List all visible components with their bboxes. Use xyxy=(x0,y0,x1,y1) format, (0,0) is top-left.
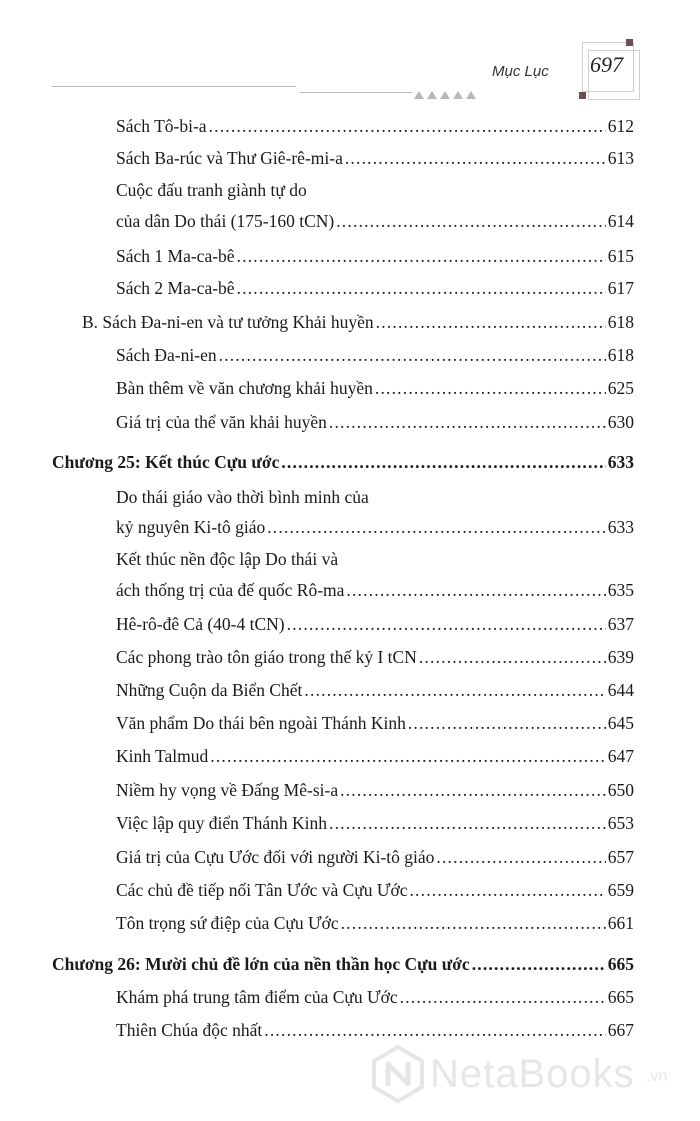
watermark-brand: NetaBooks xyxy=(430,1052,635,1096)
toc-section[interactable] xyxy=(82,311,634,333)
toc-entry-label: Kinh Talmud xyxy=(116,746,209,766)
toc-leader-dots xyxy=(210,745,605,767)
toc-page-number: 617 xyxy=(607,278,634,298)
toc-page-number: 615 xyxy=(607,246,634,266)
toc-entry-label: kỷ nguyên Ki-tô giáo xyxy=(116,517,266,537)
toc-leader-dots xyxy=(237,277,606,299)
toc-entry[interactable] xyxy=(116,879,634,901)
toc-page-number: 657 xyxy=(607,847,634,867)
toc-entry[interactable] xyxy=(116,344,634,366)
toc-entry-label: Giá trị của thể văn khải huyền xyxy=(116,412,327,432)
toc-leader-dots xyxy=(329,812,606,834)
toc-page-number: 625 xyxy=(607,378,634,398)
toc-entry[interactable] xyxy=(116,516,634,538)
toc-entry-label: Những Cuộn da Biển Chết xyxy=(116,680,303,700)
toc-page-number: 653 xyxy=(607,813,634,833)
section-name: Mục Lục xyxy=(492,63,549,80)
toc-leader-dots xyxy=(419,646,606,668)
toc-page-number: 650 xyxy=(607,780,634,800)
toc-leader-dots xyxy=(336,210,606,232)
toc-page-number: 645 xyxy=(607,713,634,733)
toc-leader-dots xyxy=(304,679,605,701)
toc-entry[interactable] xyxy=(116,277,634,299)
toc-entry[interactable] xyxy=(116,679,634,701)
watermark xyxy=(368,1044,688,1104)
toc-page-number: 614 xyxy=(607,211,634,231)
toc-entry[interactable] xyxy=(116,646,634,668)
toc-leader-dots xyxy=(287,613,606,635)
toc-page-number: 635 xyxy=(607,580,634,600)
toc-leader-dots xyxy=(281,451,605,473)
toc-leader-dots xyxy=(376,311,606,333)
toc-page-number: 613 xyxy=(607,148,634,168)
toc-entry-label: Sách Ba-rúc và Thư Giê-rê-mi-a xyxy=(116,148,343,168)
toc-entry[interactable] xyxy=(116,846,634,868)
toc-entry-label: Chương 26: Mười chủ đề lớn của nền thần học Cựu ước xyxy=(52,954,470,974)
toc-entry-label: Sách 2 Ma-ca-bê xyxy=(116,278,235,298)
toc-page-number: 647 xyxy=(607,746,634,766)
toc-entry-label: Khám phá trung tâm điểm của Cựu Ước xyxy=(116,987,398,1007)
toc-entry[interactable] xyxy=(116,245,634,267)
toc-entry-label: Hê-rô-đê Cả (40-4 tCN) xyxy=(116,614,285,634)
toc-entry[interactable] xyxy=(116,613,634,635)
toc-page-number: 644 xyxy=(607,680,634,700)
toc-entry[interactable] xyxy=(116,912,634,934)
toc-leader-dots xyxy=(340,779,606,801)
netabooks-logo-icon xyxy=(368,1044,428,1104)
toc-entry-label: Bàn thêm về văn chương khải huyền xyxy=(116,378,373,398)
toc-entry-label: Sách Đa-ni-en xyxy=(116,345,217,365)
toc-leader-dots xyxy=(345,147,606,169)
toc-entry[interactable] xyxy=(116,779,634,801)
toc-leader-dots xyxy=(346,579,605,601)
toc-entry-label: Thiên Chúa độc nhất xyxy=(116,1020,263,1040)
toc-page-number: 665 xyxy=(607,954,634,974)
toc-entry-line1: Cuộc đấu tranh giành tự do xyxy=(116,180,307,200)
toc-page-number: 630 xyxy=(607,412,634,432)
toc-entry-line1: Kết thúc nền độc lập Do thái và xyxy=(116,549,339,569)
toc-chapter[interactable] xyxy=(52,451,634,473)
toc-entry-label: Niềm hy vọng về Đấng Mê-si-a xyxy=(116,780,339,800)
toc-entry-label: Việc lập quy điển Thánh Kinh xyxy=(116,813,328,833)
toc-page-number: 637 xyxy=(607,614,634,634)
toc-entry[interactable] xyxy=(116,986,634,1008)
toc-entry-label: Các phong trào tôn giáo trong thế kỷ I tCN xyxy=(116,647,417,667)
toc-entry-line1: Do thái giáo vào thời bình minh của xyxy=(116,487,369,507)
toc-leader-dots xyxy=(237,245,606,267)
toc-entry-label: ách thống trị của đế quốc Rô-ma xyxy=(116,580,345,600)
toc-entry-label: Tôn trọng sứ điệp của Cựu Ước xyxy=(116,913,339,933)
toc-leader-dots xyxy=(264,1019,605,1041)
toc-entry[interactable] xyxy=(116,210,634,232)
toc-leader-dots xyxy=(472,953,606,975)
toc-entry-label: Chương 25: Kết thúc Cựu ước xyxy=(52,452,280,472)
toc-page-number: 618 xyxy=(607,312,634,332)
toc-entry[interactable] xyxy=(116,1019,634,1041)
toc-leader-dots xyxy=(375,377,606,399)
toc-page-number: 665 xyxy=(607,987,634,1007)
toc-page-number: 612 xyxy=(607,116,634,136)
toc-page-number: 661 xyxy=(607,913,634,933)
toc-leader-dots xyxy=(341,912,606,934)
toc-entry-label: Giá trị của Cựu Ước đối với người Ki-tô giáo xyxy=(116,847,435,867)
toc-entry[interactable] xyxy=(116,147,634,169)
toc-leader-dots xyxy=(267,516,606,538)
toc-leader-dots xyxy=(209,115,606,137)
toc-entry-label: Sách 1 Ma-ca-bê xyxy=(116,246,235,266)
toc-leader-dots xyxy=(329,411,606,433)
toc-page-number: 639 xyxy=(607,647,634,667)
toc-entry[interactable] xyxy=(116,411,634,433)
toc-leader-dots xyxy=(219,344,606,366)
page-number: 697 xyxy=(590,52,623,77)
toc-entry-label: Văn phẩm Do thái bên ngoài Thánh Kinh xyxy=(116,713,406,733)
toc-leader-dots xyxy=(408,712,606,734)
toc-leader-dots xyxy=(409,879,605,901)
toc-entry[interactable] xyxy=(116,115,634,137)
toc-page-number: 633 xyxy=(607,452,634,472)
toc-entry-label: Các chủ đề tiếp nối Tân Ước và Cựu Ước xyxy=(116,880,408,900)
toc-entry-label: của dân Do thái (175-160 tCN) xyxy=(116,211,335,231)
watermark-suffix: .vn xyxy=(646,1068,668,1085)
toc-page-number: 618 xyxy=(607,345,634,365)
toc-chapter[interactable] xyxy=(52,953,634,975)
toc-entry-label: B. Sách Đa-ni-en và tư tưởng Khải huyền xyxy=(82,312,374,332)
toc-entry[interactable] xyxy=(116,712,634,734)
toc-leader-dots xyxy=(400,986,606,1008)
toc-entry[interactable] xyxy=(116,579,634,601)
toc-page-number: 659 xyxy=(607,880,634,900)
toc-page-number: 633 xyxy=(607,517,634,537)
toc-leader-dots xyxy=(436,846,605,868)
toc-entry[interactable] xyxy=(116,377,634,399)
toc-entry[interactable] xyxy=(116,812,634,834)
toc-entry[interactable] xyxy=(116,745,634,767)
toc-entry-label: Sách Tô-bi-a xyxy=(116,116,207,136)
toc-page-number: 667 xyxy=(607,1020,634,1040)
